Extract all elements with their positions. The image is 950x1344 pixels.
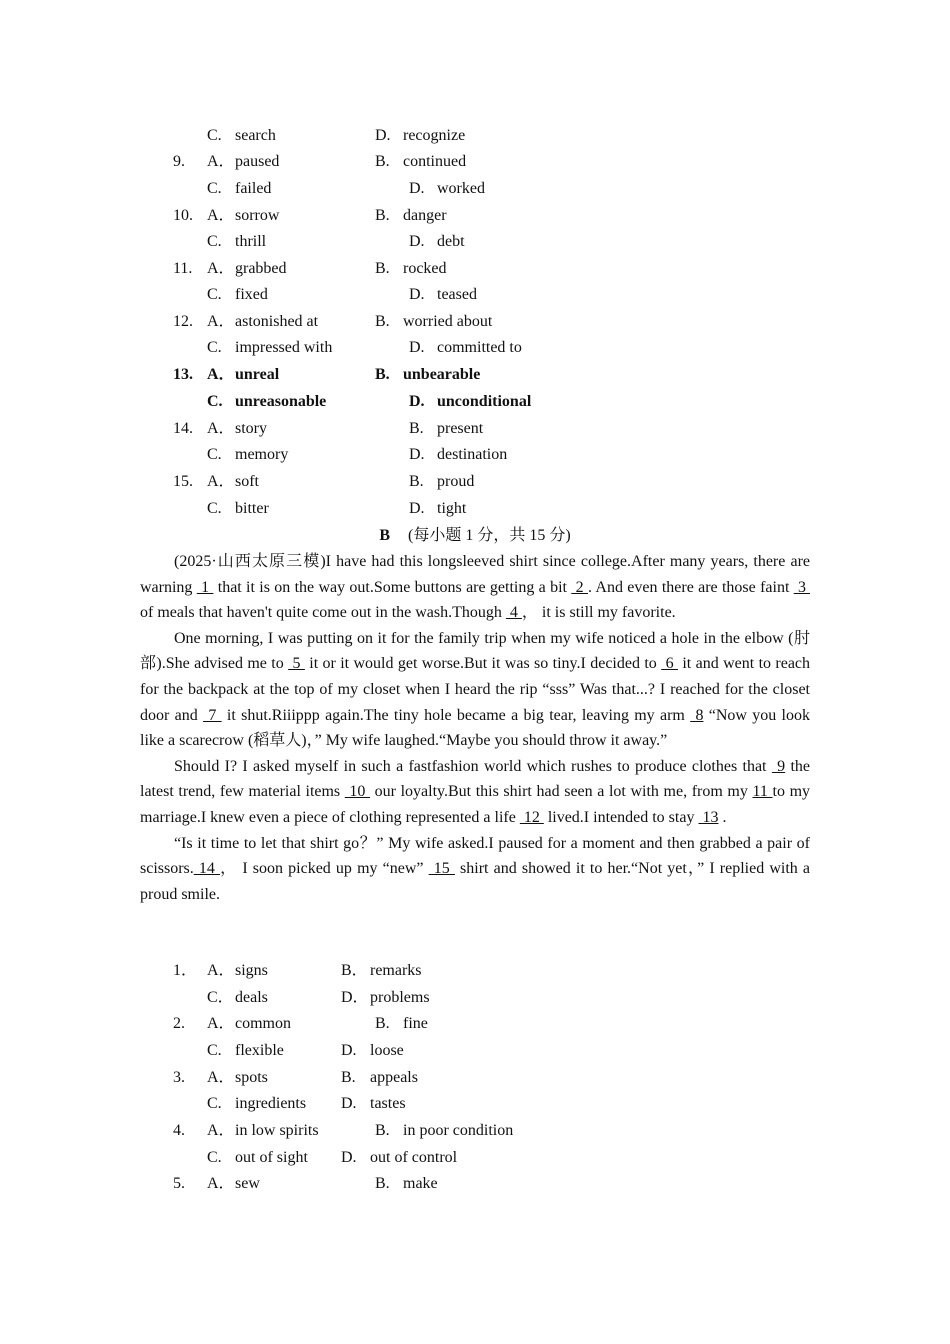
option-text: debt xyxy=(437,233,465,250)
section-letter: B xyxy=(379,527,390,544)
option-text: deals xyxy=(235,989,268,1006)
option-letter: B. xyxy=(375,313,390,330)
option-letter: D. xyxy=(341,1149,357,1166)
option-text: failed xyxy=(235,180,272,197)
question-number: 3. xyxy=(173,1069,185,1086)
option-text: sew xyxy=(235,1175,260,1192)
option-text: signs xyxy=(235,962,268,979)
option-text: danger xyxy=(403,207,447,224)
option-text: fixed xyxy=(235,286,268,303)
option-text: search xyxy=(235,127,276,144)
option-letter: B. xyxy=(409,420,424,437)
question-number: 9. xyxy=(173,153,185,170)
option-letter: D. xyxy=(409,286,425,303)
question-number: 13. xyxy=(173,366,193,383)
option-text: tight xyxy=(437,500,467,517)
option-text: in poor condition xyxy=(403,1122,514,1139)
option-text: out of control xyxy=(370,1149,458,1166)
option-text: problems xyxy=(370,989,430,1006)
question-number: 1． xyxy=(173,962,198,979)
option-letter: C． xyxy=(207,989,234,1006)
option-letter: C. xyxy=(207,339,222,356)
option-letter: C. xyxy=(207,1042,222,1059)
option-text: paused xyxy=(235,153,280,170)
blank: 4 xyxy=(505,604,522,622)
option-text: unreal xyxy=(235,366,280,383)
blank: 10 xyxy=(344,783,371,801)
option-letter: D. xyxy=(375,127,391,144)
option-letter: B. xyxy=(375,366,390,383)
blank: 5 xyxy=(288,655,305,673)
option-text: in low spirits xyxy=(235,1122,319,1139)
option-text: ingredients xyxy=(235,1095,307,1112)
option-text: worried about xyxy=(403,313,493,330)
option-letter: D. xyxy=(409,446,425,463)
option-text: unreasonable xyxy=(235,393,327,410)
option-letter: D. xyxy=(341,1095,357,1112)
option-letter: A． xyxy=(207,313,235,330)
option-text: loose xyxy=(370,1042,404,1059)
blank: 14 xyxy=(193,860,221,878)
option-letter: C. xyxy=(207,180,222,197)
option-text: committed to xyxy=(437,339,522,356)
option-text: appeals xyxy=(370,1069,418,1086)
option-letter: D. xyxy=(409,233,425,250)
option-letter: A． xyxy=(207,962,235,979)
question-number: 12. xyxy=(173,313,193,330)
option-text: tastes xyxy=(370,1095,406,1112)
option-letter: B. xyxy=(375,1122,390,1139)
option-text: bitter xyxy=(235,500,269,517)
option-letter: B. xyxy=(375,207,390,224)
option-letter: C. xyxy=(207,1149,222,1166)
blank: 11 xyxy=(752,783,773,801)
passage-paragraph: (2025·山西太原三模)I have had this longsleeved shirt since college.After many years, there are warning 1 that it is on the way out.Some buttons are getting a bit 2 . And even there are those faint 3 of meals that haven't quite come out in the wash.Though 4 ， it is still my favorite. xyxy=(140,553,811,622)
option-text: sorrow xyxy=(235,207,280,224)
option-letter: B. xyxy=(375,260,390,277)
option-text: recognize xyxy=(403,127,466,144)
option-text: proud xyxy=(437,473,475,490)
option-letter: A． xyxy=(207,1175,235,1192)
option-letter: C. xyxy=(207,1095,222,1112)
cloze-passage xyxy=(140,549,810,907)
option-text: present xyxy=(437,420,484,437)
blank: 3 xyxy=(793,578,811,596)
option-letter: A． xyxy=(207,473,235,490)
option-text: teased xyxy=(437,286,477,303)
option-letter: A． xyxy=(207,1069,235,1086)
blank: 6 xyxy=(661,655,678,673)
blank: 12 xyxy=(519,808,544,826)
option-letter: D. xyxy=(409,180,425,197)
option-letter: C. xyxy=(207,393,223,410)
option-letter: A． xyxy=(207,207,235,224)
option-text: story xyxy=(235,420,267,437)
blank: 13 xyxy=(698,808,719,826)
blank: 9 xyxy=(771,757,786,775)
option-letter: B. xyxy=(341,1069,356,1086)
option-letter: A． xyxy=(207,260,235,277)
option-letter: D． xyxy=(341,989,369,1006)
blank: 15 xyxy=(428,860,455,878)
option-letter: C. xyxy=(207,286,222,303)
blank: 7 xyxy=(203,706,222,724)
option-letter: B. xyxy=(375,153,390,170)
option-letter: B. xyxy=(409,473,424,490)
option-text: impressed with xyxy=(235,339,333,356)
option-text: soft xyxy=(235,473,259,490)
option-letter: D. xyxy=(409,339,425,356)
option-text: astonished at xyxy=(235,313,319,330)
question-number: 15. xyxy=(173,473,193,490)
option-text: flexible xyxy=(235,1042,284,1059)
option-letter: B． xyxy=(341,962,368,979)
option-text: common xyxy=(235,1015,291,1032)
question-number: 4. xyxy=(173,1122,185,1139)
option-text: worked xyxy=(437,180,485,197)
blank: 1 xyxy=(196,578,214,596)
passage-paragraph: One morning, I was putting on it for the family trip when my wife noticed a hole in the elbow (肘部).She advised me to 5 it or it would get worse.But it was so tiny.I decided to 6 it and went to reach for the backpack at the top of my closet when I heard the rip “sss” Was that...? I reached for the closet door and 7 it shut.Riiippp again.The tiny hole became a big tear, leaving my arm 8 “Now you look like a scarecrow (稻草人)，” My wife laughed.“Maybe you should throw it away.” xyxy=(140,629,811,750)
option-letter: C. xyxy=(207,127,222,144)
option-letter: B. xyxy=(375,1015,390,1032)
passage-paragraph: Should I? I asked myself in such a fastfashion world which rushes to produce clothes that 9 the latest trend, few material items 10 our loyalty.But this shirt had seen a lot with me, from my 11 to my marriage.I knew even a piece of clothing represented a life 12 lived.I intended to stay 13 . xyxy=(140,757,811,826)
option-letter: A． xyxy=(207,1122,235,1139)
option-letter: B. xyxy=(375,1175,390,1192)
passage-paragraph: “Is it time to let that shirt go？” My wife asked.I paused for a moment and then grabbed a pair of scissors. 14 ， I soon picked up my “new” 15 shirt and showed it to her.“Not yet，” I replied with a proud smile. xyxy=(140,834,811,903)
option-letter: C. xyxy=(207,446,222,463)
section-heading xyxy=(0,524,950,548)
option-text: destination xyxy=(437,446,508,463)
option-letter: A． xyxy=(207,1015,235,1032)
option-text: continued xyxy=(403,153,467,170)
option-letter: A． xyxy=(207,366,235,383)
question-number: 10. xyxy=(173,207,193,224)
question-number: 2. xyxy=(173,1015,185,1032)
blank: 8 xyxy=(690,706,704,724)
section-score-note: (每小题 1 分，共 15 分) xyxy=(408,527,571,544)
option-text: unconditional xyxy=(437,393,532,410)
option-text: thrill xyxy=(235,233,267,250)
option-text: rocked xyxy=(403,260,447,277)
option-letter: D. xyxy=(409,500,425,517)
option-letter: A． xyxy=(207,420,235,437)
option-letter: A． xyxy=(207,153,235,170)
option-text: unbearable xyxy=(403,366,481,383)
option-text: memory xyxy=(235,446,289,463)
option-letter: D. xyxy=(341,1042,357,1059)
option-text: spots xyxy=(235,1069,268,1086)
option-text: fine xyxy=(403,1015,428,1032)
option-letter: C. xyxy=(207,500,222,517)
option-letter: C. xyxy=(207,233,222,250)
question-number: 5. xyxy=(173,1175,185,1192)
option-text: out of sight xyxy=(235,1149,308,1166)
option-text: grabbed xyxy=(235,260,287,277)
question-number: 14. xyxy=(173,420,193,437)
blank: 2 xyxy=(571,578,588,596)
option-letter: D. xyxy=(409,393,425,410)
question-number: 11. xyxy=(173,260,193,277)
option-text: make xyxy=(403,1175,438,1192)
option-text: remarks xyxy=(370,962,422,979)
